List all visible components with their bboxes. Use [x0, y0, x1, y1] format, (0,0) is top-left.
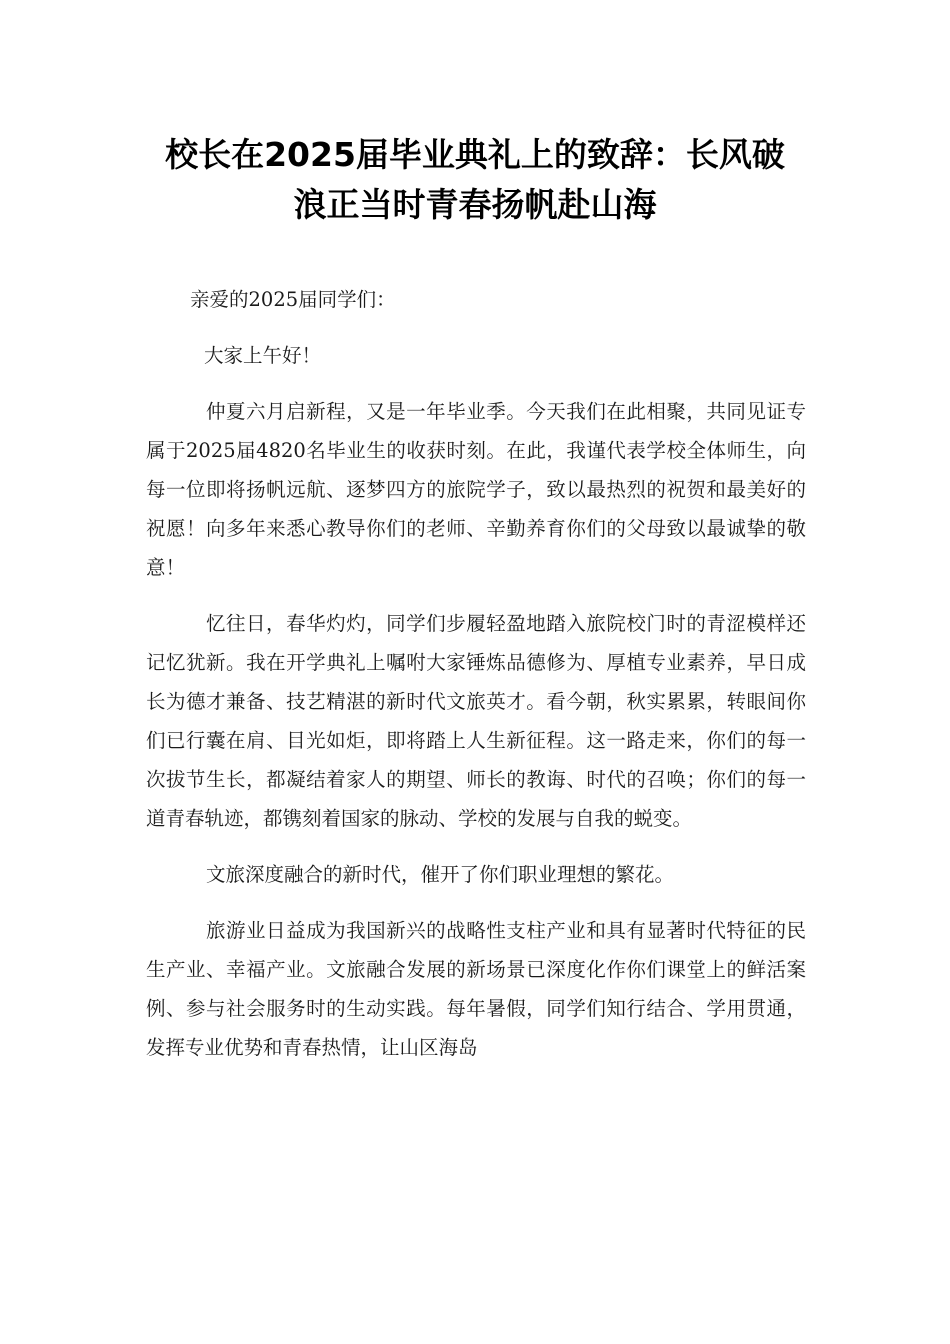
paragraph: 仲夏六月启新程，又是一年毕业季。今天我们在此相聚，共同见证专属于2025届4820名毕业生的收获时刻。在此，我谨代表学校全体师生，向每一位即将扬帆远航、逐梦四方的旅院学子，致以最热烈的祝贺和最美好的祝愿！向多年来悉心教导你们的老师、辛勤养育你们的父母致以最诚挚的敬意！ — [146, 400, 806, 579]
title-line-2: 浪正当时青春扬帆赴山海 — [293, 185, 657, 224]
document-title — [140, 130, 810, 230]
salutation: 亲爱的2025届同学们： — [190, 288, 396, 311]
title-line-1: 校长在2025届毕业典礼上的致辞：长风破 — [165, 135, 785, 174]
paragraph: 旅游业日益成为我国新兴的战略性支柱产业和具有显著时代特征的民生产业、幸福产业。文旅融合发展的新场景已深度化作你们课堂上的鲜活案例、参与社会服务时的生动实践。每年暑假，同学们知行结合、学用贯通，发挥专业优势和青春热情，让山区海岛 — [146, 919, 806, 1059]
document-body — [146, 280, 806, 1084]
paragraph-greeting: 大家上午好！ — [204, 344, 322, 367]
paragraph: 文旅深度融合的新时代，催开了你们职业理想的繁花。 — [206, 863, 675, 886]
paragraph: 忆往日，春华灼灼，同学们步履轻盈地踏入旅院校门时的青涩模样还记忆犹新。我在开学典礼上嘱咐大家锤炼品德修为、厚植专业素养，早日成长为德才兼备、技艺精湛的新时代文旅英才。看今朝，秋实累累，转眼间你们已行囊在肩、目光如炬，即将踏上人生新征程。这一路走来，你们的每一次拔节生长，都凝结着家人的期望、师长的教诲、时代的召唤；你们的每一道青春轨迹，都镌刻着国家的脉动、学校的发展与自我的蜕变。 — [146, 612, 806, 830]
